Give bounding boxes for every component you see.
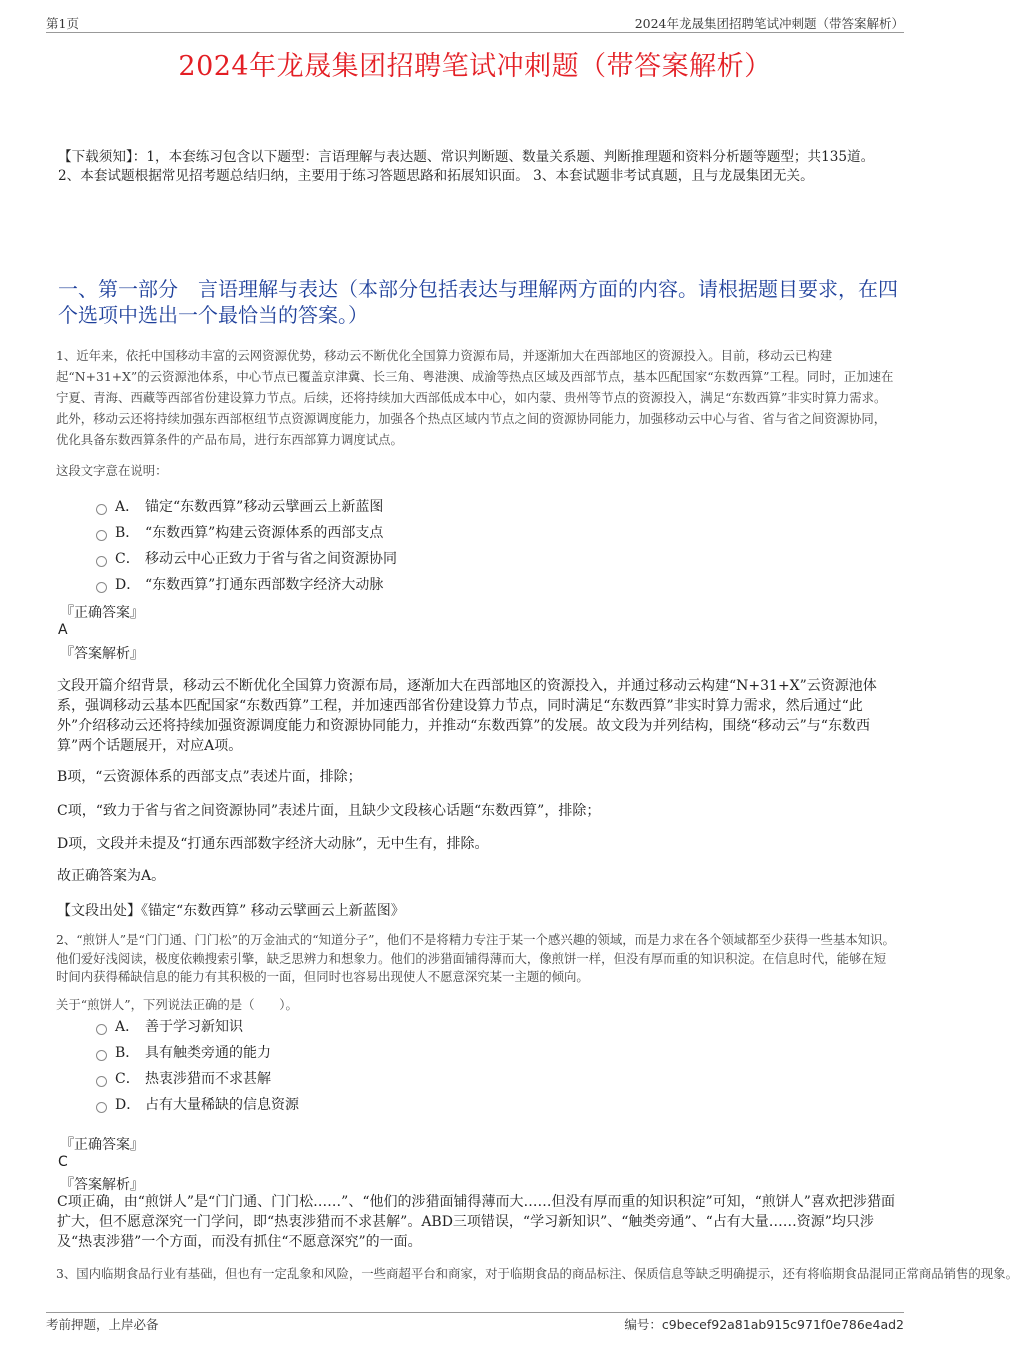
option-c[interactable]: C． 移动云中心正致力于省与省之间资源协同 xyxy=(96,545,796,571)
question-1-text: 1、近年来，依托中国移动丰富的云网资源优势，移动云不断优化全国算力资源布局，并逐渐加大在西部地区的资源投入。目前，移动云已构建起“N+31+X”的云资源池体系，中心节点已覆盖京津冀、长三角、粤港澳、成渝等热点区域及西部节点，基本匹配国家“东数西算”工程。同时，正加速在宁夏、青海、西藏等西部省份建设算力节点。后续，还将持续加大西部低成本中心，如内蒙、贵州等节点的资源投入，满足“东数西算”非实时算力需求。此外，移动云还将持续加强东西部枢纽节点资源调度能力，加强各个热点区域内节点之间的资源协同能力，加强移动云中心与省、省与省之间资源协同，优化具备东数西算条件的产品布局，进行东西部算力调度试点。 xyxy=(56,348,894,447)
question-2-text: 2、“煎饼人”是“门门通、门门松”的万金油式的“知道分子”，他们不是将精力专注于某一个感兴趣的领域，而是力求在各个领域都至少获得一些基本知识。他们爱好浅阅读，极度依赖搜索引擎，缺乏思辨力和想象力。他们的涉猎面铺得薄而大，像煎饼一样，但没有厚而重的知识积淀。在信息时代，能够在短时间内获得稀缺信息的能力有其积极的一面，但同时也容易出现使人不愿意深究某一主题的倾向。 xyxy=(56,932,895,985)
option-d[interactable]: D． “东数西算”打通东西部数字经济大动脉 xyxy=(96,571,796,597)
page-title: 2024年龙晟集团招聘笔试冲刺题（带答案解析） xyxy=(178,51,772,82)
question-1-analysis: 文段开篇介绍背景，移动云不断优化全国算力资源布局，逐渐加大在西部地区的资源投入，并通过移动云构建“N+31+X”云资源池体系，强调移动云基本匹配国家“东数西算”工程，并加速西部省份建设算力节点，同时满足“东数西算”非实时算力需求，然后通过“此外”介绍移动云还将持续加强资源调度能力和资源协同能力，并推动“东数西算”的发展。故文段为并列结构，围绕“移动云”与“东数西算”两个话题展开，对应A项。 xyxy=(57,678,877,754)
question-2-analysis: C项正确，由“煎饼人”是“门门通、门门松……”、“他们的涉猎面铺得薄而大……但没有厚而重的知识积淀”可知，“煎饼人”喜欢把涉猎面扩大，但不愿意深究一门学问，即“热衷涉猎而不求甚解”。ABD三项错误，“学习新知识”、“触类旁通”、“占有大量……资源”均只涉及“热衷涉猎”一个方面，而没有抓住“不愿意深究”的一面。 xyxy=(57,1194,895,1250)
option-text: 移动云中心正致力于省与省之间资源协同 xyxy=(145,551,397,567)
question-1-conclusion: 故正确答案为A。 xyxy=(57,868,166,884)
page-number: 第1页 xyxy=(46,16,79,31)
footer-slogan: 考前押题，上岸必备 xyxy=(46,1317,159,1332)
section-heading: 一、第一部分 言语理解与表达（本部分包括表达与理解两方面的内容。请根据题目要求，在四个选项中选出一个最恰当的答案。） xyxy=(58,277,898,327)
question-1-note-c: C项，“致力于省与省之间资源协同”表述片面，且缺少文段核心话题“东数西算”，排除； xyxy=(57,803,601,819)
question-3-text: 3、国内临期食品行业有基础，但也有一定乱象和风险，一些商超平台和商家，对于临期食品的商品标注、保质信息等缺乏明确提示，还有将临期食品混同正常商品销售的现象。 xyxy=(56,1266,1018,1281)
option-d[interactable]: D． 占有大量稀缺的信息资源 xyxy=(96,1091,796,1117)
download-notice: 【下载须知】：1，本套练习包含以下题型：言语理解与表达题、常识判断题、数量关系题、判断推理题和资料分析题等题型；共135道。 2、本套试题根据常见招考题总结归纳，主要用于练习答题思路和拓展知识面。 3、本套试题非考试真题，且与龙晟集团无关。 xyxy=(58,149,875,184)
option-text: 善于学习新知识 xyxy=(145,1019,243,1035)
option-a[interactable]: A． 善于学习新知识 xyxy=(96,1013,796,1039)
question-2-stem: 关于“煎饼人”，下列说法正确的是（ ）。 xyxy=(56,997,298,1012)
radio-icon[interactable] xyxy=(96,504,107,515)
analysis-label: 『答案解析』 xyxy=(60,646,144,662)
question-1-options xyxy=(96,493,796,597)
document-code: 编号：c9becef92a81ab915c971f0e786e4ad2 xyxy=(624,1317,904,1332)
option-c[interactable]: C． 热衷涉猎而不求甚解 xyxy=(96,1065,796,1091)
option-text: “东数西算”打通东西部数字经济大动脉 xyxy=(145,577,384,593)
radio-icon[interactable] xyxy=(96,1024,107,1035)
question-1-note-b: B项，“云资源体系的西部支点”表述片面，排除； xyxy=(57,769,362,785)
option-text: 锚定“东数西算”移动云擘画云上新蓝图 xyxy=(145,499,384,515)
option-text: 热衷涉猎而不求甚解 xyxy=(145,1071,271,1087)
option-b[interactable]: B． 具有触类旁通的能力 xyxy=(96,1039,796,1065)
question-1-answer: A xyxy=(58,622,68,638)
option-text: 具有触类旁通的能力 xyxy=(145,1045,271,1061)
radio-icon[interactable] xyxy=(96,1102,107,1113)
correct-answer-label: 『正确答案』 xyxy=(60,1137,144,1153)
question-2-answer: C xyxy=(58,1154,68,1170)
header-doc-title: 2024年龙晟集团招聘笔试冲刺题（带答案解析） xyxy=(634,16,904,31)
question-2-options xyxy=(96,1013,796,1117)
radio-icon[interactable] xyxy=(96,1050,107,1061)
radio-icon[interactable] xyxy=(96,530,107,541)
page-header xyxy=(46,14,904,33)
option-text: 占有大量稀缺的信息资源 xyxy=(145,1097,299,1113)
page-footer xyxy=(46,1312,904,1331)
radio-icon[interactable] xyxy=(96,582,107,593)
option-a[interactable]: A． 锚定“东数西算”移动云擘画云上新蓝图 xyxy=(96,493,796,519)
radio-icon[interactable] xyxy=(96,1076,107,1087)
option-b[interactable]: B． “东数西算”构建云资源体系的西部支点 xyxy=(96,519,796,545)
option-text: “东数西算”构建云资源体系的西部支点 xyxy=(145,525,384,541)
question-1-source: 【文段出处】《锚定“东数西算” 移动云擘画云上新蓝图》 xyxy=(57,903,405,919)
question-1-stem: 这段文字意在说明： xyxy=(56,463,168,478)
analysis-label: 『答案解析』 xyxy=(60,1177,144,1193)
correct-answer-label: 『正确答案』 xyxy=(60,605,144,621)
radio-icon[interactable] xyxy=(96,556,107,567)
question-1-note-d: D项，文段并未提及“打通东西部数字经济大动脉”，无中生有，排除。 xyxy=(57,836,489,852)
